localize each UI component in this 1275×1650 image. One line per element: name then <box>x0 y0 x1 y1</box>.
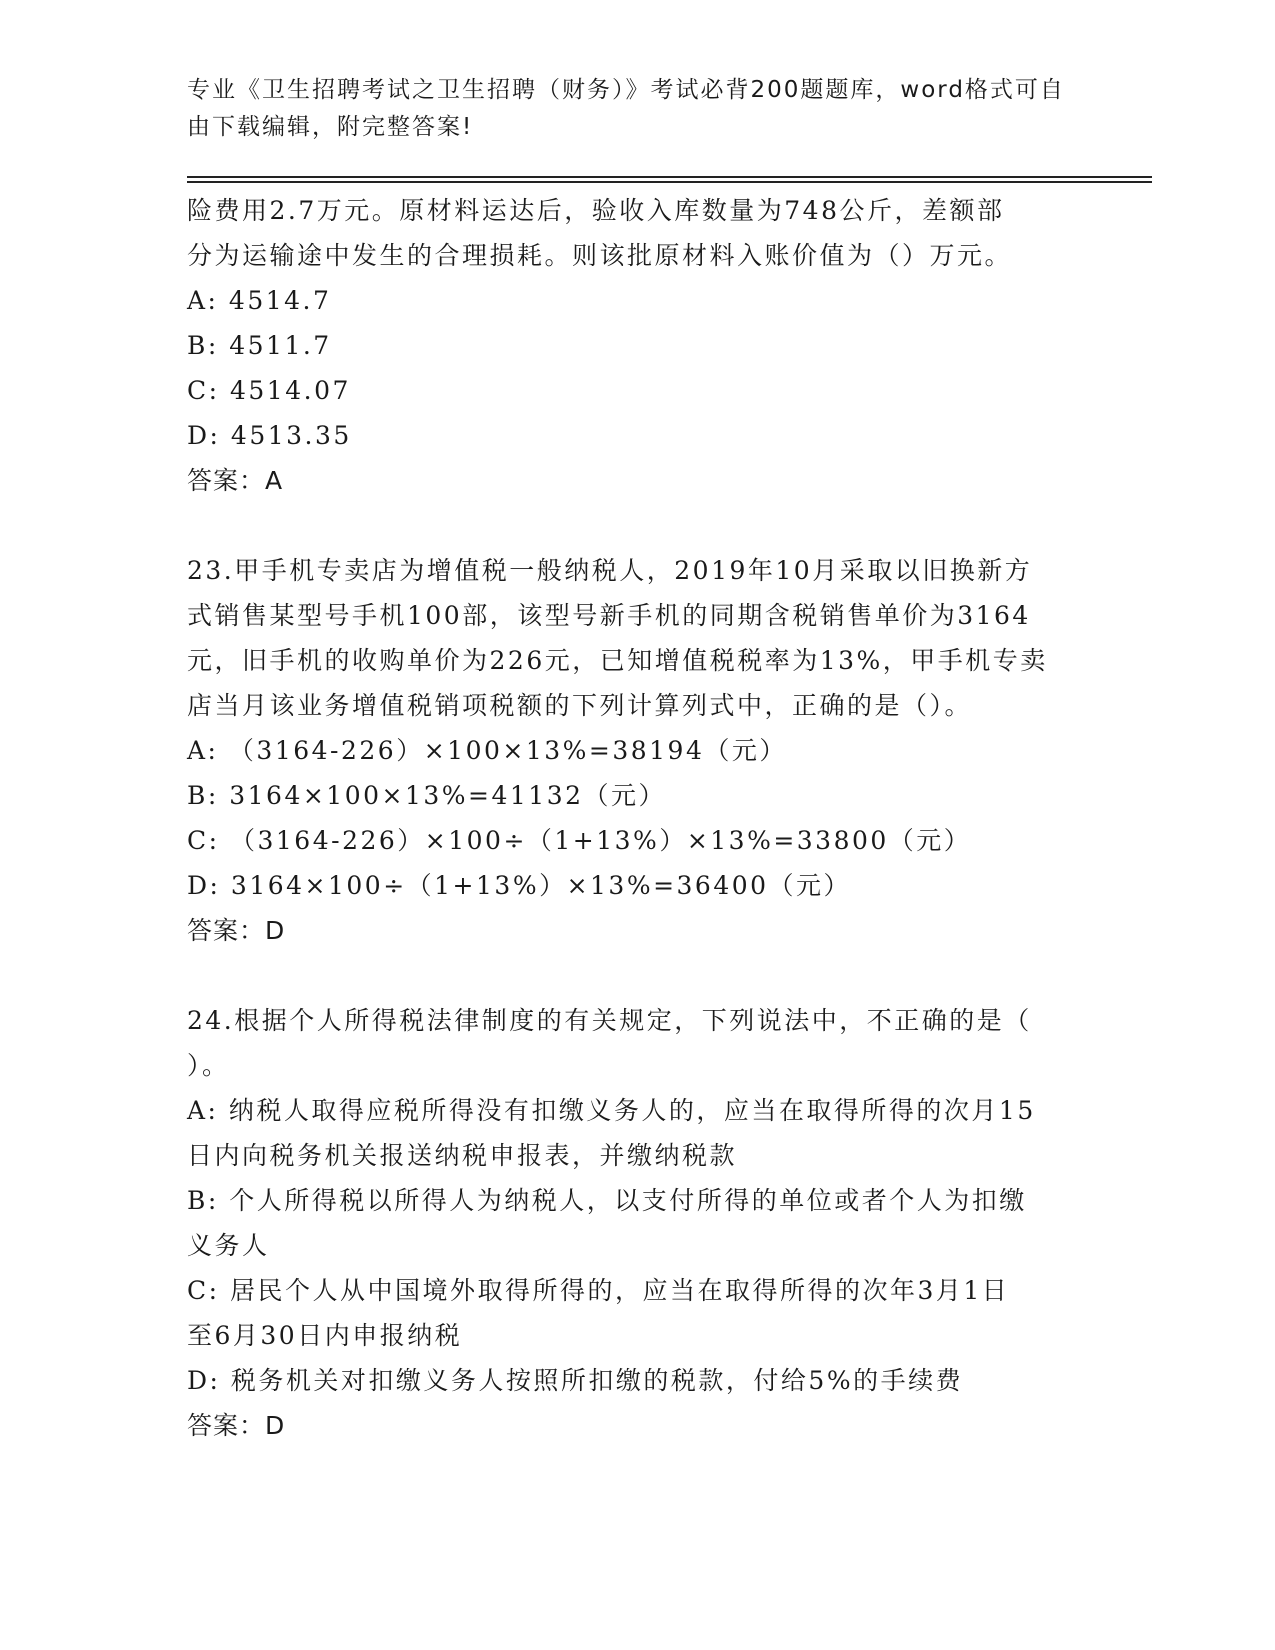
option-a: A: （3164-226）×100×13%=38194（元） <box>187 736 787 765</box>
option-c: C: 居民个人从中国境外取得所得的，应当在取得所得的次年3月1日 <box>187 1276 1010 1305</box>
question-text-line: 元，旧手机的收购单价为226元，已知增值税税率为13%，甲手机专卖 <box>187 646 1048 675</box>
header-rule-top <box>187 176 1152 178</box>
option-b-continued: 义务人 <box>187 1231 270 1260</box>
question-text-line: 分为运输途中发生的合理损耗。则该批原材料入账价值为（）万元。 <box>187 241 1013 270</box>
option-d: D: 税务机关对扣缴义务人按照所扣缴的税款，付给5%的手续费 <box>187 1366 964 1395</box>
document-header <box>187 72 1067 146</box>
option-c: C: 4514.07 <box>187 376 351 405</box>
answer-line: 答案：A <box>187 466 284 495</box>
option-b: B: 4511.7 <box>187 331 332 360</box>
option-d: D: 4513.35 <box>187 421 352 450</box>
option-b: B: 个人所得税以所得人为纳税人，以支付所得的单位或者个人为扣缴 <box>187 1186 1027 1215</box>
question-text-line: 24.根据个人所得税法律制度的有关规定，下列说法中，不正确的是（ <box>187 1006 1032 1035</box>
option-a: A: 纳税人取得应税所得没有扣缴义务人的，应当在取得所得的次月15 <box>187 1096 1036 1125</box>
header-line-2: 由下载编辑，附完整答案! <box>187 114 474 140</box>
option-c: C: （3164-226）×100÷（1+13%）×13%=33800（元） <box>187 826 972 855</box>
spacer <box>187 953 1087 998</box>
question-text-line: 式销售某型号手机100部，该型号新手机的同期含税销售单价为3164 <box>187 601 1031 630</box>
header-rule-bottom <box>187 181 1152 183</box>
question-text-line: ）。 <box>187 1051 230 1080</box>
option-c-continued: 至6月30日内申报纳税 <box>187 1321 463 1350</box>
question-23 <box>187 548 1087 953</box>
header-line-1: 专业《卫生招聘考试之卫生招聘（财务）》考试必背200题题库，word格式可自 <box>187 77 1065 103</box>
question-text-line: 23.甲手机专卖店为增值税一般纳税人，2019年10月采取以旧换新方 <box>187 556 1033 585</box>
question-24 <box>187 998 1087 1448</box>
question-22-continued <box>187 188 1087 503</box>
option-d: D: 3164×100÷（1+13%）×13%=36400（元） <box>187 871 852 900</box>
answer-line: 答案：D <box>187 1411 286 1440</box>
question-text-line: 店当月该业务增值税销项税额的下列计算列式中，正确的是（）。 <box>187 691 973 720</box>
document-body <box>187 188 1087 1448</box>
question-text-line: 险费用2.7万元。原材料运达后，验收入库数量为748公斤，差额部 <box>187 196 1005 225</box>
answer-line: 答案：D <box>187 916 286 945</box>
option-b: B: 3164×100×13%=41132（元） <box>187 781 667 810</box>
spacer <box>187 503 1087 548</box>
option-a: A: 4514.7 <box>187 286 332 315</box>
option-a-continued: 日内向税务机关报送纳税申报表，并缴纳税款 <box>187 1141 738 1170</box>
